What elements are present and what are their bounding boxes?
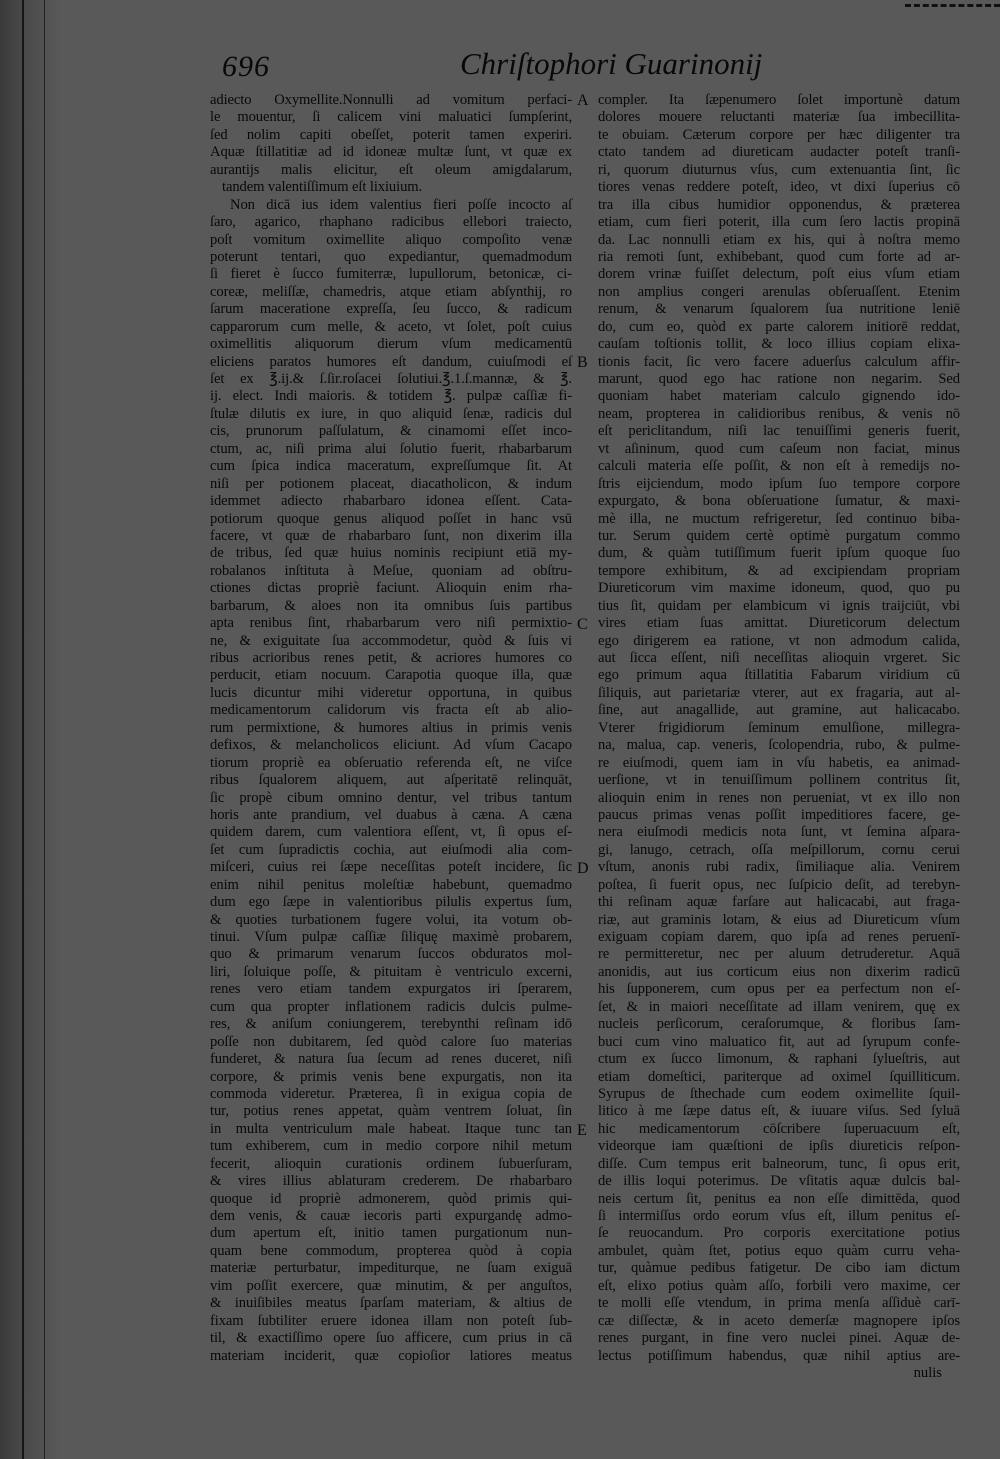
text-line: aut ſicca eſſent, niſi neceſſitas alioquin vrgeret. Sic — [598, 650, 960, 666]
text-line: ri, quorum diuturnus vſus, cum extenuantia ſint, ſic — [598, 161, 960, 178]
text-line: uerſione, vt in tenuiſſimum pollinem contritus ſit, — [598, 772, 960, 789]
binding-edge-line — [22, 0, 24, 1459]
text-line: ctato tandem ad diureticam audacter poteſt tranſi- — [598, 144, 960, 161]
text-line: de tribus, ſed quæ huius nominis recipiunt etiā my- — [210, 545, 572, 562]
text-line: poſtea, ſi fuerit opus, nec ſuſpicio deſit, ad terebyn- — [598, 876, 960, 893]
text-line: ſtulæ dilutis ex iure, in quo aliquid ſenæ, radicis dul — [210, 405, 572, 422]
text-line: tiores venas reddere poteſt, ideo, vt dixi ſuperius cō — [598, 179, 960, 196]
text-line: neam, propterea in calidioribus renibus, & venis nō — [598, 405, 960, 422]
text-line: tinui. Vſum pulpæ caſſiæ ſiliquę maximè probarem, — [210, 929, 572, 945]
text-line: renum, & venarum ſqualorem ſua nutritione leniē — [598, 301, 960, 318]
text-line: tur, potius renes appetat, quàm ventrem ſoluat, ſin — [210, 1103, 572, 1120]
text-line: quidem darem, cum valentiora eſſent, vt, ſi opus eſ- — [210, 824, 572, 841]
text-line: apta renibus ſint, rhabarbarum vero niſi permixtio- — [210, 615, 572, 632]
scan-artifact-dashes — [905, 4, 1000, 7]
text-line: res, & aniſum coniungerem, terebynthi reſinam idō — [210, 1016, 572, 1033]
text-line: na, malua, cap. veneris, ſcolopendria, rubo, & pulme- — [598, 737, 960, 754]
text-line: fecerit, alioquin curationis ordinem ſubuerſuram, — [210, 1155, 572, 1172]
text-line: aurantijs malis elicitur, eſt oleum amigdalarum, — [210, 161, 572, 178]
text-line: ne, & exiguitate ſua accommodetur, quòd & ſuis vi — [210, 632, 572, 649]
text-line: etiam, cum fieri poterit, illa cum ſero lactis propinā — [598, 214, 960, 231]
text-line: le mouentur, ſi calicem vini maluatici ſumpſerint, — [210, 109, 572, 126]
text-line: quo & primarum venarum ſuccos obduratos mol- — [210, 946, 572, 963]
text-line: ego dirigerem ea ratione, vt non admodum calida, — [598, 632, 960, 649]
text-line: mè illa, ne muctum refrigeretur, ſed continuo biba- — [598, 510, 960, 527]
text-line: ribus acrioribus renes petit, & acriores humores co — [210, 650, 572, 666]
margin-letter: C — [577, 615, 588, 633]
text-line: niſi per potionem placeat, diacatholicon, & indum — [210, 475, 572, 492]
text-line: diſſe. Cum tempus erit balneorum, tunc, ſi opus erit, — [598, 1155, 960, 1172]
text-line: cum qua propter inflationem radicis dulcis pulme- — [210, 998, 572, 1015]
text-line: coreæ, meliſſæ, chamedris, atque etiam abſynthij, ro — [210, 283, 572, 300]
text-line: horis ante prandium, vel duabus à cæna. A cæna — [210, 806, 572, 823]
text-line: vſtum, anonis rubi radix, ſimiliaque alia. Venirem — [598, 859, 960, 876]
text-line: ſet ex ℥.ij.& ſ.ſir.roſacei ſolutiui.℥.1.ſ.mannæ, & ℥. — [210, 371, 572, 387]
text-line: liri, ſoluique poſſe, & pituitam è ventriculo excerni, — [210, 963, 572, 980]
text-line: ſarum maceratione expreſſa, ſeu ſucco, & radicum — [210, 301, 572, 318]
page-number: 696 — [222, 50, 270, 83]
text-line: do, cum eo, quòd ex parte calorem initiorē reddat, — [598, 318, 960, 335]
text-line: hic medicamentorum cōſcribere ſuperuacuum eſt, — [598, 1120, 960, 1137]
margin-letter: A — [577, 92, 589, 109]
text-line: enim nihil penitus moleſtiæ habebunt, quemadmo — [210, 876, 572, 893]
text-line: paucus primas venas poſſit impeditiores facere, ge- — [598, 806, 960, 823]
text-line: nera eiuſmodi medicis nota ſunt, vt ſemina aſpara- — [598, 824, 960, 841]
text-line: his ſupponerem, cum opus per ea perfectum non eſ- — [598, 981, 960, 998]
text-line: funderet, & natura ſua ſecum ad renes duceret, niſi — [210, 1051, 572, 1068]
text-line: ego primum aqua ſtillatitia Fabarum viridium cū — [598, 667, 960, 684]
text-line: eſt periclitandum, niſi lac tenuiſſimi generis fuerit, — [598, 423, 960, 440]
text-line: lucis dicuntur mihi videretur opportuna, in quibus — [210, 684, 572, 701]
text-line: etiam domeſtici, pariterque ad oximel ſquilliticum. — [598, 1068, 960, 1085]
text-line: Syrupus de ſthechade cum eodem oximellite ſquil- — [598, 1085, 960, 1102]
text-line: quam bene commodum, propterea quòd à copia — [210, 1242, 572, 1259]
text-line: thi reſinam aquæ farſare aut halicacabi, aut fraga- — [598, 894, 960, 911]
binding-shadow — [0, 0, 60, 1459]
text-line: cum ſpica indica maceratum, expreſſumque ſit. At — [210, 458, 572, 475]
text-line: re permitteretur, nec per aluum detruderetur. Aquā — [598, 946, 960, 963]
text-line: quoniam habet materiam calculo gignendo ido- — [598, 388, 960, 405]
text-line: marunt, quod ego hac ratione non negarim. Sed — [598, 371, 960, 387]
text-line: videorque iam quæſtioni de ipſis diureticis reſpon- — [598, 1138, 960, 1155]
text-line: cæ diſſectæ, & in aceto demerſæ magnopere ipſos — [598, 1312, 960, 1329]
text-line: cis, prunorum paſſulatum, & cinamomi eſſet inco- — [210, 423, 572, 440]
text-line: re eiuſmodi, quem iam in vſu habetis, ea animad- — [598, 754, 960, 771]
text-line: dum apertum eſt, initio tamen purgationum nun- — [210, 1225, 572, 1242]
text-line: oximellitis aliquorum dierum vſum medicamentū — [210, 336, 572, 353]
text-line: vires etiam ſuas amittat. Diureticorum delectum — [598, 615, 960, 632]
text-line: barbarum, & aloes non ita omnibus ſuis partibus — [210, 597, 572, 614]
text-line: dolores mouere reluctanti materiæ ſua imbecillita- — [598, 109, 960, 126]
text-line: vt aſininum, quod cum caſeum non faciat, minus — [598, 440, 960, 457]
text-line: te molli eſſe vtendum, in prima menſa aſſiduè carī- — [598, 1295, 960, 1312]
binding-edge-line — [44, 0, 45, 1459]
text-line: rum permixtione, & humores altius in primis venis — [210, 719, 572, 736]
text-line: ctum ex ſucco limonum, & raphani ſylueſtris, aut — [598, 1051, 960, 1068]
text-line: lectus potiſſimum habendus, quæ nihil aptius are- — [598, 1347, 960, 1364]
text-line: tandem valentiſſimum eſt lixiuium. — [222, 179, 423, 196]
text-line: ribus ſqualorem aliquem, aut aſperitatē relinquāt, — [210, 772, 572, 789]
text-line: fixam ſubtiliter eruere idonea illam non poteſt ſub- — [210, 1312, 572, 1329]
text-line: Diureticorum vim maxime idoneum, quod, quo pu — [598, 580, 960, 597]
margin-letter: E — [577, 1121, 587, 1139]
text-line: eſt, elixo potius quàm aſſo, forbili vero maxime, cer — [598, 1277, 960, 1294]
running-title: Chriſtophori Guarinonij — [460, 46, 763, 81]
text-line: nucleis perſicorum, ceraſorumque, & floribus ſam- — [598, 1016, 960, 1033]
text-line: cauſam toſtionis tollit, & loco illius copiam elixa- — [598, 336, 960, 353]
text-line: ſic propè cibum omnino dentur, vel tribus tantum — [210, 789, 572, 806]
text-line: & quoties turbationem fugere volui, ita votum ob- — [210, 911, 572, 928]
text-line: renes vero etiam tandem expurgatos iri ſperarem, — [210, 981, 572, 998]
text-line: Vterer frigidiorum ſeminum emulſione, millegra- — [598, 719, 960, 736]
text-line: miſceri, cuius rei ſæpe neceſſitas poteſt incidere, ſic — [210, 859, 572, 876]
text-line: ſet, & in maiori neceſſitate ad illam venirem, quę ex — [598, 998, 960, 1015]
text-line: ſed nolim capiti obeſſet, poterit tamen experiri. — [210, 126, 572, 143]
text-line: riæ, aut graminis lotam, & eius ad Diureticum vſum — [598, 911, 960, 928]
text-line: tius ſit, quidam per elambicum vi ignis traijciūt, vbi — [598, 597, 960, 614]
margin-letter: D — [577, 860, 589, 877]
text-line: dum ego ſæpe in valentioribus pilulis expertus ſum, — [210, 894, 572, 911]
text-line: anonidis, aut ius corticum eius non dixerim radicū — [598, 963, 960, 980]
text-line: ſiliquis, aut parietariæ vterer, aut ex fragaria, aut al- — [598, 684, 960, 701]
text-line: quoque id propriè admonerem, quòd primis qui- — [210, 1190, 572, 1207]
text-line: ctiones dictas propriè faciunt. Alioquin enim rha- — [210, 580, 572, 597]
text-line: expurgato, & bona obſeruatione ſumatur, & maxi- — [598, 493, 960, 510]
text-line: dorem vrinæ fuiſſet delectum, poſt eius vſum etiam — [598, 266, 960, 283]
text-line: ſaro, agarico, rhaphano radicibus ellebori traiecto, — [210, 214, 572, 231]
text-line: commoda videretur. Præterea, ſi in exigua copia de — [210, 1085, 572, 1102]
text-line: dem venis, & cauæ iecoris parti expurgandę admo- — [210, 1208, 572, 1224]
left-column — [210, 92, 572, 1365]
text-line: potiorum quoque genus aliquod poſſet in hanc vsū — [210, 510, 572, 527]
text-line: buci cum vino maluatico fit, aut ad ſyrupum confe- — [598, 1033, 960, 1050]
text-line: litico à me ſæpe datus eſt, & iuuare viſus. Sed ſyluā — [598, 1103, 960, 1120]
text-line: ſi intermiſſus ordo eorum vſus eſt, illum penitus eſ- — [598, 1208, 960, 1224]
text-line: & inuiſibiles meatus ſparſam materiam, & altius de — [210, 1295, 572, 1312]
text-line: tur. Serum quidem certè optimè purgatum commo — [598, 527, 960, 544]
text-line: robalanos inſtituta à Meſue, quoniam ad obſtru- — [210, 562, 572, 579]
text-line: ſine, aut anagallide, aut gramine, aut halicacabo. — [598, 702, 960, 719]
text-line: tum exhiberem, cum in medio corpore nihil metum — [210, 1138, 572, 1155]
margin-letter: B — [577, 353, 588, 371]
text-line: compler. Ita ſæpenumero ſolet importunè datum — [598, 92, 960, 108]
text-line: materiæ perturbatur, impediturque, ne ſuam exiguā — [210, 1260, 572, 1277]
text-line: in multa ventriculum male habeat. Itaque tunc tan — [210, 1120, 572, 1137]
text-line: ij. elect. Indi maioris. & totidem ℥. pulpæ caſſiæ fi- — [210, 388, 572, 405]
text-line: dum, & quàm tutiſſimum fuerit ipſum quoque ſuo — [598, 545, 960, 562]
text-line: tra illa cibus humidior opponendus, & præterea — [598, 196, 960, 213]
text-line: ſe reuocandum. Pro corporis exercitatione potius — [598, 1225, 960, 1242]
text-line: tur, quàmue pedibus fatigetur. De cibo iam dictum — [598, 1260, 960, 1277]
text-line: tiorum propriè ea obſeruatio referenda eſt, ne viſce — [210, 754, 572, 771]
text-line: eliciens paratos humores eſt dandum, cuiuſmodi eſ — [210, 353, 572, 370]
text-line: exiguam copiam darem, quo ipſa ad renes peruenī- — [598, 929, 960, 945]
text-line: te obuiam. Cæterum corpore per hæc diligenter tra — [598, 126, 960, 143]
text-line: medicamentorum calidorum vis fracta eſt ab alio- — [210, 702, 572, 719]
text-line: tempore exhibitum, & ad excipiendam propriam — [598, 562, 960, 579]
text-line: poterunt tentari, quo expediantur, quemadmodum — [210, 248, 572, 265]
right-column — [598, 92, 960, 1382]
text-line: vim poſſit exercere, quæ minutim, & per anguſtos, — [210, 1277, 572, 1294]
text-line: capparorum cum melle, & aceto, vt ſolet, poſt cuius — [210, 318, 572, 335]
text-line: Aquæ ſtillatitiæ ad id idoneæ multæ ſunt, vt quæ ex — [210, 144, 572, 161]
text-line: til, & exactiſſimo opere ſuo afficere, cum prius in cā — [210, 1330, 572, 1347]
text-line: materiam inciderit, quæ copioſior latiores meatus — [210, 1347, 572, 1364]
text-line: ſi fieret è ſucco fumiterræ, lupullorum, betonicæ, ci- — [210, 266, 572, 283]
text-line: neis certum ſit, penitus ea non eſſe dimittēda, quod — [598, 1190, 960, 1207]
text-line: calculi materia eſſe poſſit, & non eſt à remedijs no- — [598, 458, 960, 475]
text-line: ſtris eijciendum, modo ipſum ſuo tempore corpore — [598, 475, 960, 492]
text-line: poſſe non dubitarem, ſed quòd calore ſuo materias — [210, 1033, 572, 1050]
text-line: poſt vomitum oximellite aliquo compoſito venæ — [210, 231, 572, 248]
text-line: facere, vt quæ de rhabarbaro ſunt, non dixerim illa — [210, 527, 572, 544]
text-line: gi, lanugo, cetrach, oſſa meſpillorum, cornu cerui — [598, 841, 960, 858]
text-line: corpore, & primis venis bene expurgatis, non ita — [210, 1068, 572, 1085]
text-line: alioquin enim in renes non perueniat, vt ex illo non — [598, 789, 960, 806]
text-line: renes purgant, in fine vero nuclei pinei. Aquæ de- — [598, 1330, 960, 1347]
text-line: & vires illius ablaturam crederem. De rhabarbaro — [210, 1173, 572, 1190]
catchword: nulis — [913, 1364, 942, 1381]
text-line: idemmet adiecto rhabarbaro idonea eſſent. Cata- — [210, 493, 572, 510]
text-line: adiecto Oxymellite.Nonnulli ad vomitum perfaci- — [210, 92, 572, 108]
text-line: ſet cum ſupradictis cochia, aut eiuſmodi alia com- — [210, 841, 572, 858]
text-line: ctum, ac, niſi prima alui ſolutio fuerit, rhabarbarum — [210, 440, 572, 457]
text-line: tionis facit, ſic vero facere aduerſus calculum affir- — [598, 353, 960, 370]
text-line: non amplius congeri arenulas obſeruaſſent. Etenim — [598, 283, 960, 300]
text-line: Non dicā ius idem valentius fieri poſſe incocto aſ — [230, 196, 572, 213]
text-line: da. Lac nonnulli etiam ex his, qui à noſtra memo — [598, 231, 960, 248]
text-line: ambulet, quàm ſtet, potius equo quàm curru veha- — [598, 1242, 960, 1259]
text-line: perducit, etiam nocuum. Carapotia quoque illa, quæ — [210, 667, 572, 684]
text-line: defixos, & melancholicos eliciunt. Ad vſum Cacapo — [210, 737, 572, 754]
text-line: ria remoti ſunt, exhibebant, quod cum forte ad ar- — [598, 248, 960, 265]
text-line: de illis loqui poterimus. De vſitatis aquæ dulcis bal- — [598, 1173, 960, 1190]
